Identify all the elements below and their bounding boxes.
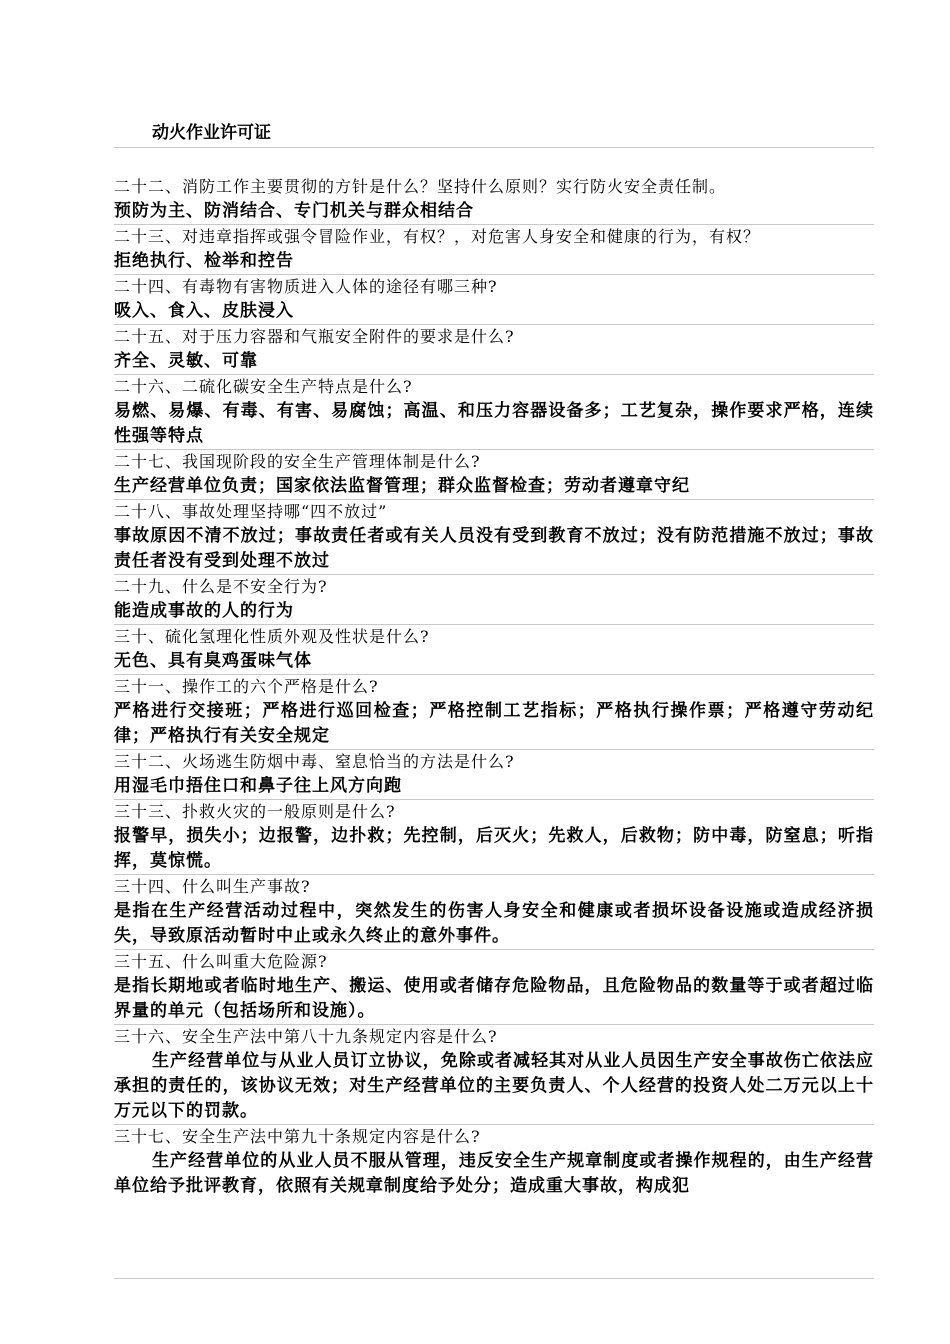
answer-text: 报警早，损失小；边报警，边扑救；先控制，后灭火；先救人，后救物；防中毒，防窒息；听指挥，莫惊慌。 <box>114 826 874 871</box>
question-text: 三十五、什么叫重大危险源? <box>114 952 328 971</box>
answer-text: 拒绝执行、检举和控告 <box>114 251 294 271</box>
answer-text: 事故原因不清不放过；事故责任者或有关人员没有受到教育不放过；没有防范措施不放过；事故责任者没有受到处理不放过 <box>114 526 874 571</box>
qa-list <box>114 175 874 1279</box>
answer-text: 预防为主、防消结合、专门机关与群众相结合 <box>114 201 474 221</box>
answer-text: 能造成事故的人的行为 <box>114 601 294 621</box>
intro-line: 动火作业许可证 <box>114 120 874 148</box>
answer-text: 生产经营单位的从业人员不服从管理，违反安全生产规章制度或者操作规程的，由生产经营单位给予批评教育，依照有关规章制度给予处分；造成重大事故，构成犯 <box>114 1151 874 1196</box>
qa-item <box>114 625 874 675</box>
qa-item <box>114 750 874 800</box>
answer-text: 用湿毛巾捂住口和鼻子往上风方向跑 <box>114 776 402 796</box>
question-text: 二十五、对于压力容器和气瓶安全附件的要求是什么? <box>114 327 515 346</box>
qa-item <box>114 675 874 750</box>
question-text: 二十八、事故处理坚持哪“四不放过” <box>114 502 388 521</box>
question-text: 三十四、什么叫生产事故? <box>114 877 311 896</box>
qa-item <box>114 175 874 225</box>
question-text: 三十二、火场逃生防烟中毒、窒息恰当的方法是什么? <box>114 752 515 771</box>
qa-item <box>114 875 874 950</box>
question-text: 二十七、我国现阶段的安全生产管理体制是什么? <box>114 452 481 471</box>
qa-item <box>114 275 874 325</box>
blank-spacer <box>114 148 874 175</box>
question-text: 二十三、对违章指挥或强令冒险作业，有权？，对危害人身安全和健康的行为，有权？ <box>114 227 761 246</box>
qa-item <box>114 225 874 275</box>
qa-item <box>114 325 874 375</box>
qa-item <box>114 575 874 625</box>
answer-text: 吸入、食入、皮肤浸入 <box>114 301 294 321</box>
qa-item <box>114 450 874 500</box>
question-text: 三十七、安全生产法中第九十条规定内容是什么? <box>114 1127 481 1146</box>
question-text: 三十、硫化氢理化性质外观及性状是什么? <box>114 627 430 646</box>
question-text: 二十四、有毒物有害物质进入人体的途径有哪三种? <box>114 277 498 296</box>
answer-text: 无色、具有臭鸡蛋味气体 <box>114 651 312 671</box>
answer-text: 生产经营单位与从业人员订立协议，免除或者减轻其对从业人员因生产安全事故伤亡依法应承担的责任的，该协议无效；对生产经营单位的主要负责人、个人经营的投资人处二万元以上十万元以下的罚款。 <box>114 1051 874 1121</box>
qa-item <box>114 1025 874 1125</box>
answer-text: 生产经营单位负责；国家依法监督管理；群众监督检查；劳动者遵章守纪 <box>114 476 690 496</box>
qa-item <box>114 950 874 1025</box>
question-text: 二十二、消防工作主要贯彻的方针是什么？坚持什么原则？实行防火安全责任制。 <box>114 177 727 196</box>
question-text: 三十一、操作工的六个严格是什么? <box>114 677 379 696</box>
qa-item <box>114 500 874 575</box>
question-text: 三十三、扑救火灾的一般原则是什么? <box>114 802 396 821</box>
answer-text: 齐全、灵敏、可靠 <box>114 351 258 371</box>
document-page <box>114 120 874 1279</box>
qa-item <box>114 375 874 450</box>
question-text: 二十六、二硫化碳安全生产特点是什么? <box>114 377 413 396</box>
question-text: 三十六、安全生产法中第八十九条规定内容是什么? <box>114 1027 498 1046</box>
answer-text: 是指在生产经营活动过程中，突然发生的伤害人身安全和健康或者损坏设备设施或造成经济损失，导致原活动暂时中止或永久终止的意外事件。 <box>114 901 874 946</box>
answer-text: 严格进行交接班；严格进行巡回检查；严格控制工艺指标；严格执行操作票；严格遵守劳动纪律；严格执行有关安全规定 <box>114 701 874 746</box>
qa-item <box>114 1125 874 1279</box>
answer-text: 易燃、易爆、有毒、有害、易腐蚀；高温、和压力容器设备多；工艺复杂，操作要求严格，连续性强等特点 <box>114 401 874 446</box>
question-text: 二十九、什么是不安全行为? <box>114 577 328 596</box>
answer-text: 是指长期地或者临时地生产、搬运、使用或者储存危险物品，且危险物品的数量等于或者超过临界量的单元（包括场所和设施）。 <box>114 976 874 1021</box>
qa-item <box>114 800 874 875</box>
